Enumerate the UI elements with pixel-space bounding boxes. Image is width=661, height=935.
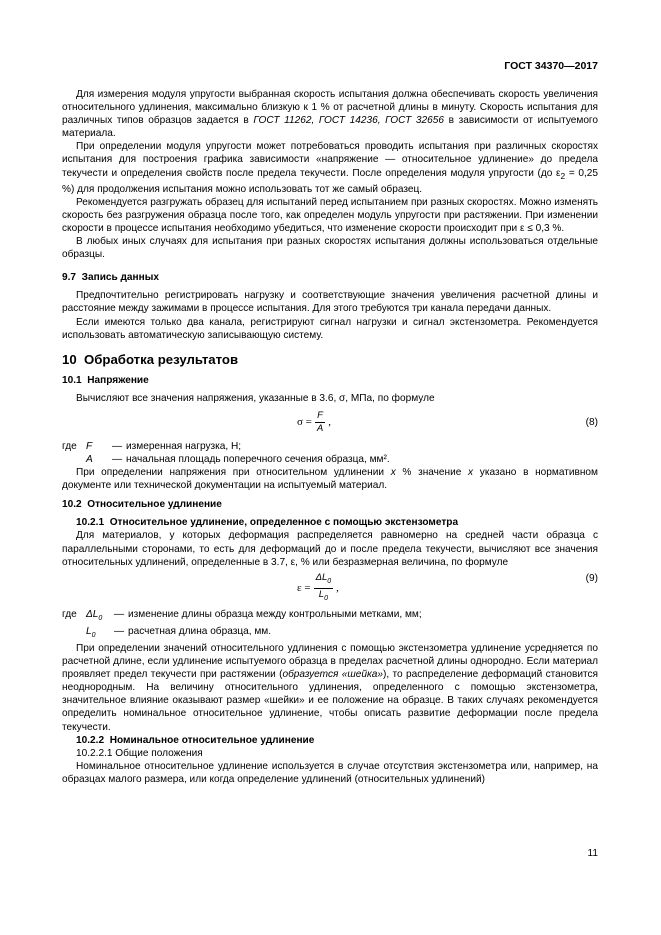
section-heading-10-2: 10.2 Относительное удлинение bbox=[62, 499, 222, 511]
standard-references: ГОСТ 11262, ГОСТ 14236, ГОСТ 32656 bbox=[253, 115, 444, 127]
page-body bbox=[62, 88, 598, 786]
section-heading-10-1: 10.1 Напряжение bbox=[62, 374, 149, 386]
paragraph-separate-specimens: В любых иных случаях для испытания при разных скоростях испытания должны использоваться отдельные образцы. bbox=[62, 236, 598, 261]
paragraph-neck-formation: При определении значений относительного удлинения с помощью экстензометра удлинение усредняется по расчетной длине, если удлинение испытуемого образца в пределах расчетной длины однородно. Если материал проявляет предел текучести при растяжении (образуется «шейка»), то распределение деформаций становится неоднородным. На величину относительного удлинения, определенного с помощью экстензометра, значительное влияние оказывают размер «шейки» и ее положение на образце. В таких случаях рекомендуется определить номинальное относительное удлинение, чтобы описать развитие деформации после предела текучести. bbox=[62, 642, 598, 733]
formula-8-numerator: F bbox=[317, 410, 323, 422]
paragraph-two-channels: Если имеются только два канала, регистрируют сигнал нагрузки и сигнал экстензометра. Рекомендуется использовать автоматическую записывающую систему. bbox=[62, 316, 598, 341]
formula-9-numerator: $\Delta L_0$ bbox=[314, 572, 334, 589]
formula-8-expression: σ = $\frac{F}{A}$ , bbox=[297, 410, 331, 435]
formula-9-denominator: $L_0$ bbox=[318, 589, 328, 603]
formula-8-fraction bbox=[315, 410, 325, 435]
formula-9-number: (9) bbox=[585, 572, 598, 584]
where-9-row-1: где $\Delta L_0$ — изменение длины образца между контрольными метками, мм; bbox=[62, 608, 422, 622]
formula-8 bbox=[62, 408, 598, 438]
paragraph-stress-at-elongation: При определении напряжения при относительном удлинении x % значение x указано в нормативном документе или технической документации на испытуемый материал. bbox=[62, 467, 598, 492]
section-heading-9-7: 9.7 Запись данных bbox=[62, 272, 159, 284]
formula-8-number: (8) bbox=[585, 416, 598, 428]
paragraph-unloading: Рекомендуется разгружать образец для испытаний перед испытанием при разных скоростях. Можно изменять скорость без разгружения образца после того, как определен модуль упругости при растяжении. При изменении скорости в процессе испытания необходимо убедиться, что изменение скорости происходит при ε ≤ 0,3 %. bbox=[62, 196, 598, 234]
paragraph-uniform-deformation: Для материалов, у которых деформация распределяется равномерно на средней части образца с параллельными сторонами, то есть для деформаций до и после предела текучести, вычисляют все значения относительных удлинений, определенные в 3.7, ε, % или безразмерная величина, по формуле bbox=[62, 530, 598, 568]
formula-9-fraction bbox=[314, 572, 334, 605]
paragraph-modulus: При определении модуля упругости может потребоваться проводить испытания при различных скоростях испытания для построения графика зависимости «напряжение — относительное удлинение» до предела текучести и определения свойств после предела текучести. После определения модуля упругости (до $\varepsilon_2 = 0,25$ %) для продолжения испытания можно использовать тот же самый образец. bbox=[62, 141, 599, 195]
where-8-row-1: где F — измеренная нагрузка, Н; bbox=[62, 440, 242, 452]
section-heading-10-2-2: 10.2.2 Номинальное относительное удлинение bbox=[76, 734, 315, 746]
section-heading-10: 10 Обработка результатов bbox=[62, 351, 239, 367]
page-number: 11 bbox=[587, 848, 598, 859]
formula-8-lhs: σ = bbox=[297, 416, 312, 429]
section-heading-10-2-1: 10.2.1 Относительное удлинение, определенное с помощью экстензометра bbox=[76, 517, 459, 529]
section-heading-10-2-2-1: 10.2.2.1 Общие положения bbox=[76, 747, 203, 759]
where-9-row-2: $L_0$ — расчетная длина образца, мм. bbox=[86, 625, 272, 639]
document-code-header: ГОСТ 34370—2017 bbox=[504, 60, 598, 72]
formula-8-denominator: A bbox=[316, 423, 324, 435]
paragraph-data-recording: Предпочтительно регистрировать нагрузку и соответствующие значения увеличения расчетной длины и расстояние между зажимами в процессе испытания. Для этого требуются три канала передачи данных. bbox=[62, 290, 598, 315]
formula-9 bbox=[62, 572, 598, 606]
formula-9-lhs: ε = bbox=[297, 582, 311, 595]
paragraph-stress-formula-intro: Вычисляют все значения напряжения, указанные в 3.6, σ, МПа, по формуле bbox=[76, 392, 435, 404]
paragraph-test-speed: Для измерения модуля упругости выбранная скорость испытания должна обеспечивать скорость увеличения относительного удлинения, максимально близкую к 1 % от расчетной длины в минуту. Скорость испытания для различных типов образцов задается в ГОСТ 11262, ГОСТ 14236, ГОСТ 32656 в зависимости от испытуемого материала. bbox=[62, 89, 599, 140]
paragraph-nominal-elongation: Номинальное относительное удлинение используется в случае отсутствия экстензометра или, например, на образцах малого размера, или когда определение удлинений (относительных удлинений) bbox=[62, 760, 598, 785]
formula-9-expression: ε = $\frac{\Delta L_0}{L_0}$ , bbox=[297, 572, 339, 606]
where-8-row-2: A — начальная площадь поперечного сечения образца, мм². bbox=[86, 453, 390, 465]
